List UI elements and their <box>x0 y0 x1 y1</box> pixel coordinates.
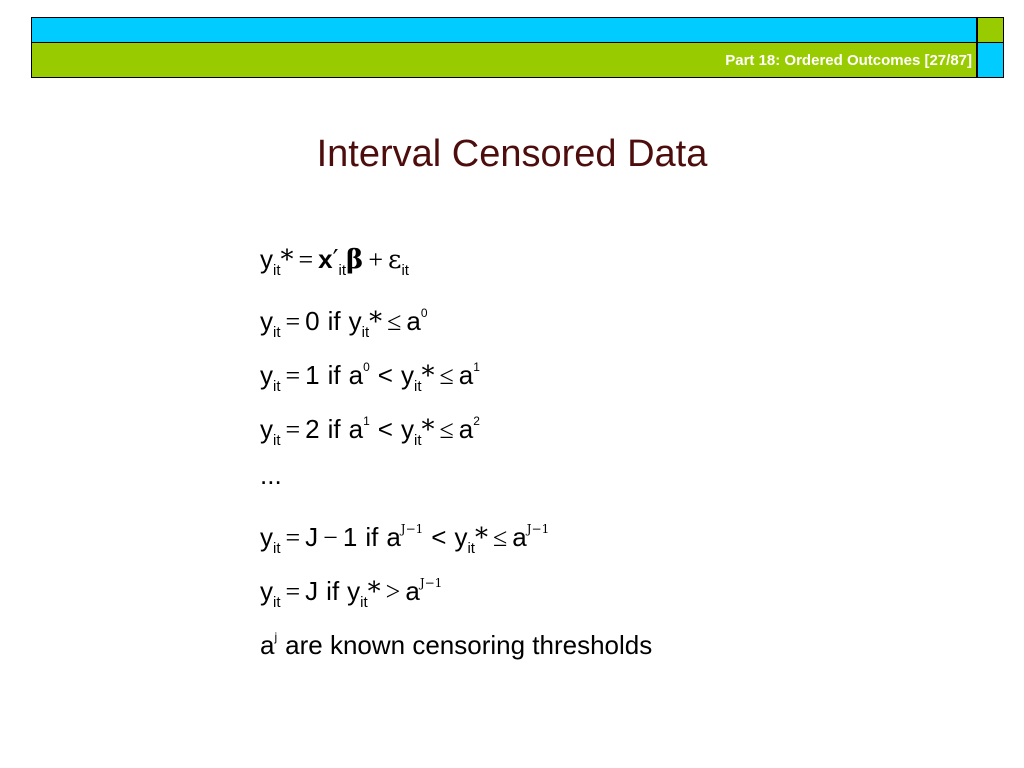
eq-y: y <box>260 522 273 552</box>
eq-le: ≤ <box>439 361 454 390</box>
eq-y: y <box>260 360 273 390</box>
eq-sup: 1 <box>363 414 370 428</box>
eq-J: J <box>305 576 319 606</box>
eq-sub-it: it <box>273 432 281 449</box>
eq-sub-it: it <box>413 378 422 395</box>
eq-sub-it: it <box>467 540 475 557</box>
equation-case-1 <box>260 344 652 398</box>
eq-minus: − <box>323 523 338 552</box>
eq-sup: J−1 <box>526 522 550 536</box>
equation-case-2 <box>260 398 652 452</box>
header-square-bottom <box>977 42 1004 78</box>
eq-y: y <box>454 522 468 552</box>
eq-lt: < <box>377 360 393 390</box>
eq-ellipsis: ... <box>260 460 282 490</box>
eq-y: y <box>400 414 414 444</box>
eq-star: * <box>421 415 435 445</box>
eq-a: a <box>348 414 364 444</box>
eq-equals: = <box>285 577 301 606</box>
eq-sup: 0 <box>363 360 370 374</box>
eq-value: 0 <box>305 306 320 336</box>
eq-y: y <box>260 414 273 444</box>
equation-case-J-minus-1 <box>260 506 652 560</box>
eq-le: ≤ <box>439 415 454 444</box>
eq-y: y <box>260 306 273 336</box>
eq-a: a <box>512 522 527 552</box>
eq-equals: = <box>285 361 301 390</box>
eq-y: y <box>400 360 414 390</box>
eq-if: if <box>365 522 379 552</box>
eq-gt: > <box>385 577 401 606</box>
eq-a: a <box>348 360 364 390</box>
eq-a: a <box>458 414 474 444</box>
eq-sub-it: it <box>361 324 370 341</box>
eq-sub-it: it <box>273 594 281 611</box>
eq-y: y <box>348 306 362 336</box>
eq-sub-it: it <box>273 262 281 279</box>
eq-J: J <box>305 522 319 552</box>
eq-sup: J−1 <box>400 522 424 536</box>
eq-y: y <box>260 576 273 606</box>
eq-a: a <box>260 630 275 660</box>
equation-block <box>260 236 652 668</box>
eq-beta: β <box>346 245 364 275</box>
eq-equals: = <box>285 415 301 444</box>
thresholds-note <box>260 614 652 668</box>
eq-if: if <box>327 306 341 336</box>
header-bar-blue <box>31 17 977 43</box>
eq-value: 1 <box>305 360 320 390</box>
eq-a: a <box>458 360 474 390</box>
equation-latent <box>260 236 652 290</box>
eq-equals: = <box>298 245 314 274</box>
eq-a: a <box>405 576 420 606</box>
equation-case-0 <box>260 290 652 344</box>
eq-sup: j <box>274 630 278 644</box>
eq-sup: 0 <box>420 306 428 320</box>
eq-star: * <box>369 307 383 337</box>
eq-lt: < <box>431 522 447 552</box>
eq-x: x <box>318 244 333 274</box>
eq-star: * <box>474 523 488 553</box>
eq-sup: 2 <box>473 414 480 428</box>
eq-a: a <box>406 306 421 336</box>
eq-if: if <box>327 414 341 444</box>
eq-sub-it: it <box>273 324 281 341</box>
eq-sub-it: it <box>273 540 281 557</box>
eq-if: if <box>326 576 340 606</box>
eq-plus: + <box>368 245 383 274</box>
eq-sup: 1 <box>473 360 480 374</box>
eq-y: y <box>347 576 361 606</box>
eq-if: if <box>327 360 341 390</box>
eq-le: ≤ <box>492 523 508 552</box>
eq-star: * <box>280 245 294 275</box>
thresholds-text: are known censoring thresholds <box>285 630 653 660</box>
eq-star: * <box>367 577 381 607</box>
eq-star: * <box>421 361 435 391</box>
eq-equals: = <box>285 523 301 552</box>
eq-sub-it: it <box>338 262 347 279</box>
eq-value: 2 <box>305 414 320 444</box>
eq-value: 1 <box>342 522 358 552</box>
eq-prime: ′ <box>332 245 339 275</box>
eq-le: ≤ <box>387 307 402 336</box>
equation-case-J <box>260 560 652 614</box>
slide-title: Interval Censored Data <box>316 133 708 175</box>
eq-sub-it: it <box>360 594 368 611</box>
eq-y: y <box>260 244 273 274</box>
eq-sup: J−1 <box>419 576 443 590</box>
eq-a: a <box>386 522 401 552</box>
slide-header-text: Part 18: Ordered Outcomes [27/87] <box>725 52 972 69</box>
eq-epsilon: ε <box>387 245 402 275</box>
eq-sub-it: it <box>273 378 281 395</box>
eq-sub-it: it <box>401 262 409 279</box>
eq-equals: = <box>285 307 301 336</box>
eq-lt: < <box>377 414 393 444</box>
header-square-top <box>977 17 1004 43</box>
eq-sub-it: it <box>413 432 422 449</box>
equation-ellipsis <box>260 452 652 506</box>
